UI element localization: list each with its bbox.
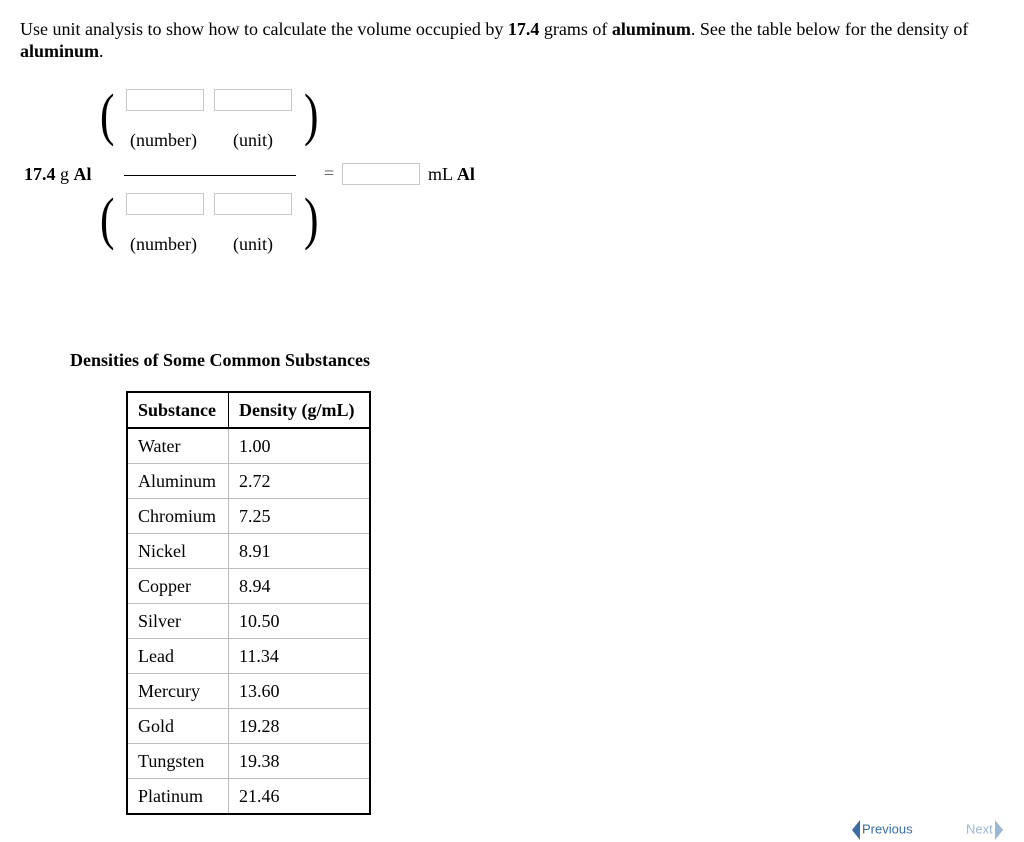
table-row <box>127 534 370 569</box>
numerator-right-paren: ) <box>304 82 319 147</box>
next-label: Next <box>966 821 993 837</box>
substance-cell: Silver <box>127 604 229 639</box>
table-row <box>127 569 370 604</box>
table-header-row <box>127 392 370 428</box>
substance-cell: Gold <box>127 709 229 744</box>
density-cell: 19.38 <box>229 744 371 779</box>
prompt-substance: aluminum <box>611 19 691 39</box>
answer-unit: mL <box>428 164 453 184</box>
substance-cell: Mercury <box>127 674 229 709</box>
table-row <box>127 464 370 499</box>
density-cell: 21.46 <box>229 779 371 815</box>
density-cell: 19.28 <box>229 709 371 744</box>
table-row <box>127 709 370 744</box>
substance-cell: Water <box>127 428 229 464</box>
substance-cell: Copper <box>127 569 229 604</box>
table-title: Densities of Some Common Substances <box>70 350 371 370</box>
prompt-text: . See the table below for the density of <box>690 19 969 39</box>
numerator-unit-hint: (unit) <box>233 130 273 150</box>
numerator-number-input[interactable] <box>126 89 204 111</box>
header-substance: Substance <box>127 392 229 428</box>
density-cell: 2.72 <box>229 464 371 499</box>
denominator-right-paren: ) <box>304 186 319 251</box>
density-table-body <box>127 428 370 814</box>
substance-cell: Chromium <box>127 499 229 534</box>
equals-sign: = <box>324 163 335 183</box>
prompt-substance: aluminum <box>20 41 100 61</box>
density-cell: 8.91 <box>229 534 371 569</box>
header-density: Density (g/mL) <box>229 392 371 428</box>
fraction-line <box>124 175 296 176</box>
table-row <box>127 744 370 779</box>
next-button[interactable] <box>966 820 1003 842</box>
density-cell: 11.34 <box>229 639 371 674</box>
numerator-left-paren: ( <box>100 82 115 147</box>
table-row <box>127 674 370 709</box>
density-cell: 1.00 <box>229 428 371 464</box>
substance-cell: Lead <box>127 639 229 674</box>
prompt-text: . <box>99 41 104 61</box>
numerator-unit-input[interactable] <box>214 89 292 111</box>
chevron-right-icon <box>995 820 1003 840</box>
given-substance: Al <box>73 164 92 184</box>
numerator-number-hint: (number) <box>130 130 197 150</box>
denominator-number-hint: (number) <box>130 234 197 254</box>
answer-unit-label <box>428 164 475 185</box>
answer-input[interactable] <box>342 163 420 185</box>
table-row <box>127 428 370 464</box>
prompt-text: Use unit analysis to show how to calculate the volume occupied by <box>20 19 508 39</box>
table-row <box>127 639 370 674</box>
prompt-text: grams of <box>539 19 612 39</box>
denominator-left-paren: ( <box>100 186 115 251</box>
given-unit: g <box>60 164 69 184</box>
given-value: 17.4 <box>24 164 56 184</box>
substance-cell: Aluminum <box>127 464 229 499</box>
chevron-left-icon <box>852 820 860 840</box>
previous-button[interactable] <box>852 820 913 842</box>
substance-cell: Tungsten <box>127 744 229 779</box>
question-prompt <box>20 18 1010 62</box>
density-table <box>126 391 371 815</box>
table-row <box>127 604 370 639</box>
denominator-unit-input[interactable] <box>214 193 292 215</box>
density-cell: 13.60 <box>229 674 371 709</box>
density-cell: 10.50 <box>229 604 371 639</box>
denominator-number-input[interactable] <box>126 193 204 215</box>
density-cell: 7.25 <box>229 499 371 534</box>
density-cell: 8.94 <box>229 569 371 604</box>
answer-substance: Al <box>456 164 475 184</box>
substance-cell: Nickel <box>127 534 229 569</box>
denominator-unit-hint: (unit) <box>233 234 273 254</box>
given-quantity <box>24 164 92 185</box>
table-row <box>127 779 370 815</box>
table-row <box>127 499 370 534</box>
substance-cell: Platinum <box>127 779 229 815</box>
previous-label: Previous <box>862 821 913 837</box>
prompt-mass-value: 17.4 <box>507 19 540 39</box>
